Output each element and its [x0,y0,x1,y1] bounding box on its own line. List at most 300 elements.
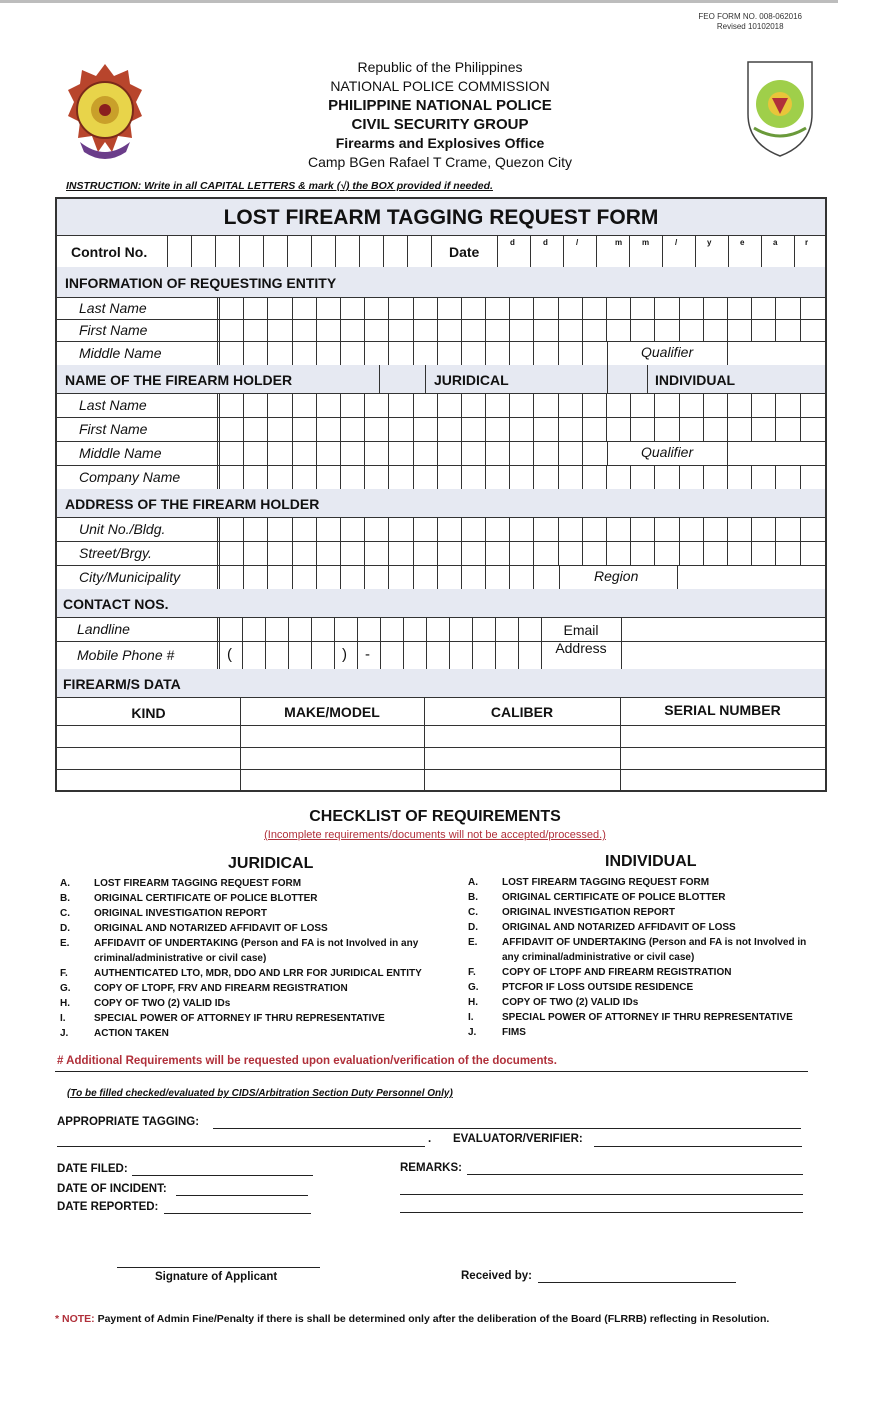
char-box[interactable] [461,341,485,365]
list-item [60,921,435,936]
char-box[interactable] [267,565,291,589]
char-box[interactable] [509,517,533,541]
char-box[interactable] [449,617,472,669]
char-box[interactable] [495,617,518,669]
char-box[interactable] [340,517,364,541]
char-box[interactable] [703,541,727,565]
remarks-label: REMARKS: [400,1162,462,1174]
char-box[interactable] [461,465,485,489]
char-box[interactable] [388,465,412,489]
char-box[interactable] [219,617,242,669]
char-box[interactable] [654,393,678,417]
requesting-entity-band [57,267,825,298]
char-box[interactable] [800,417,824,441]
char-box[interactable] [265,617,288,669]
char-box[interactable] [679,297,703,319]
char-box[interactable] [509,441,533,465]
char-box[interactable] [630,417,654,441]
char-box[interactable] [679,319,703,341]
char-box[interactable] [654,517,678,541]
char-box[interactable] [654,417,678,441]
char-box[interactable] [219,393,243,417]
char-box[interactable] [437,319,461,341]
char-box[interactable] [509,417,533,441]
char-box[interactable] [437,517,461,541]
char-box[interactable] [243,541,267,565]
char-box[interactable] [606,319,630,341]
instruction: INSTRUCTION: Write in all CAPITAL LETTERS & mark (√) the BOX provided if needed. [66,180,493,192]
char-box[interactable] [267,341,291,365]
remarks-field-line2[interactable] [400,1194,803,1195]
char-box[interactable] [437,341,461,365]
char-box[interactable] [582,441,606,465]
char-box[interactable] [558,393,582,417]
char-box[interactable] [388,297,412,319]
list-item [468,890,818,905]
char-box[interactable] [727,297,751,319]
char-box[interactable] [533,441,557,465]
char-box[interactable] [364,465,388,489]
char-box[interactable] [413,465,437,489]
req-last-name-row [57,297,825,320]
char-box[interactable] [654,297,678,319]
char-box[interactable] [775,319,799,341]
char-box[interactable] [485,297,509,319]
date-incident-field[interactable] [176,1195,308,1196]
char-box[interactable] [558,541,582,565]
char-box[interactable] [267,417,291,441]
char-box[interactable] [243,319,267,341]
char-box[interactable] [413,541,437,565]
char-box[interactable] [292,517,316,541]
email-field[interactable] [623,619,823,667]
street-boxes[interactable] [219,541,824,565]
char-box[interactable] [388,341,412,365]
unit-boxes[interactable] [219,517,824,541]
char-box[interactable] [509,319,533,341]
char-box[interactable] [727,465,751,489]
char-box[interactable] [357,617,380,669]
char-box[interactable] [316,319,340,341]
char-box[interactable] [364,565,388,589]
char-box[interactable] [334,617,357,669]
date-hint-d1: d [510,238,515,247]
char-box[interactable] [518,617,541,669]
char-box[interactable] [775,541,799,565]
char-box[interactable] [679,541,703,565]
req-first-name-row [57,319,825,342]
char-box[interactable] [219,417,243,441]
signature-label: Signature of Applicant [155,1271,278,1283]
list-item [468,1025,818,1040]
char-box[interactable] [364,393,388,417]
char-box[interactable] [243,417,267,441]
char-box[interactable] [703,319,727,341]
char-box[interactable] [630,297,654,319]
char-box[interactable] [340,297,364,319]
char-box[interactable] [533,341,557,365]
char-box[interactable] [509,341,533,365]
char-box[interactable] [582,517,606,541]
char-box[interactable] [630,465,654,489]
char-box[interactable] [533,297,557,319]
char-box[interactable] [606,465,630,489]
char-box[interactable] [437,541,461,565]
divider [677,565,678,589]
char-box[interactable] [316,393,340,417]
char-box[interactable] [413,417,437,441]
char-box[interactable] [606,297,630,319]
char-box[interactable] [582,319,606,341]
city-boxes[interactable] [219,565,558,589]
char-box[interactable] [364,541,388,565]
char-box[interactable] [485,565,509,589]
char-box[interactable] [340,341,364,365]
char-box[interactable] [243,517,267,541]
char-box[interactable] [267,517,291,541]
char-box[interactable] [267,297,291,319]
char-box[interactable] [461,393,485,417]
juridical-column-title: JURIDICAL [228,855,314,872]
char-box[interactable] [267,541,291,565]
date-hint-y: y [707,238,712,247]
req-middle-name-label: Middle Name [79,345,162,361]
char-box[interactable] [219,297,243,319]
firearm-row-1[interactable] [57,725,825,748]
char-box[interactable] [364,417,388,441]
header-line-5: Firearms and Explosives Office [335,135,545,151]
item-letter: I. [468,1012,474,1023]
holder-last-name-boxes[interactable] [219,393,824,417]
char-box[interactable] [485,341,509,365]
holder-first-name-label: First Name [79,421,148,437]
char-box[interactable] [509,565,533,589]
col-serial: SERIAL NUMBER [664,702,781,718]
char-box[interactable] [533,565,557,589]
char-box[interactable] [437,465,461,489]
char-box[interactable] [703,393,727,417]
holder-middle-name-boxes[interactable] [219,441,606,465]
char-box[interactable] [292,417,316,441]
char-box[interactable] [703,517,727,541]
date-hint-slash2: / [675,238,678,247]
char-box[interactable] [800,393,824,417]
char-box[interactable] [388,319,412,341]
char-box[interactable] [582,417,606,441]
item-text: ORIGINAL INVESTIGATION REPORT [94,908,267,919]
char-box[interactable] [413,297,437,319]
char-box[interactable] [316,465,340,489]
char-box[interactable] [703,465,727,489]
char-box[interactable] [679,465,703,489]
char-box[interactable] [267,319,291,341]
tagging-field-line2[interactable] [57,1146,425,1147]
char-box[interactable] [292,565,316,589]
char-box[interactable] [775,517,799,541]
char-box[interactable] [413,517,437,541]
char-box[interactable] [364,441,388,465]
request-form [55,197,827,792]
char-box[interactable] [437,297,461,319]
char-box[interactable] [582,297,606,319]
char-box[interactable] [800,541,824,565]
char-box[interactable] [727,541,751,565]
char-box[interactable] [800,319,824,341]
char-box[interactable] [267,465,291,489]
char-box[interactable] [751,417,775,441]
char-box[interactable] [533,541,557,565]
char-box[interactable] [800,465,824,489]
char-box[interactable] [292,541,316,565]
char-box[interactable] [413,319,437,341]
char-box[interactable] [630,319,654,341]
char-box[interactable] [364,517,388,541]
item-text: AFFIDAVIT OF UNDERTAKING (Person and FA is not Involved in any criminal/administrative or civil case) [94,938,419,964]
char-box[interactable] [340,393,364,417]
char-box[interactable] [437,393,461,417]
char-box[interactable] [558,417,582,441]
char-box[interactable] [582,393,606,417]
char-box[interactable] [413,441,437,465]
tagging-field[interactable] [213,1128,801,1129]
char-box[interactable] [751,393,775,417]
char-box[interactable] [630,517,654,541]
char-box[interactable] [316,417,340,441]
char-box[interactable] [292,465,316,489]
char-box[interactable] [243,297,267,319]
signature-field[interactable] [117,1267,320,1268]
received-by-field[interactable] [538,1282,736,1283]
city-row [57,565,825,590]
char-box[interactable] [219,341,243,365]
agency-header [210,58,670,172]
char-box[interactable] [558,465,582,489]
char-box[interactable] [509,393,533,417]
char-box[interactable] [316,541,340,565]
char-box[interactable] [364,319,388,341]
firearms-band [57,669,825,698]
char-box[interactable] [509,465,533,489]
char-box[interactable] [485,417,509,441]
char-box[interactable] [654,319,678,341]
char-box[interactable] [413,393,437,417]
company-name-label: Company Name [79,469,181,485]
char-box[interactable] [533,517,557,541]
char-box[interactable] [288,617,311,669]
char-box[interactable] [533,465,557,489]
char-box[interactable] [461,565,485,589]
street-row [57,541,825,566]
char-box[interactable] [533,417,557,441]
char-box[interactable] [679,417,703,441]
char-box[interactable] [388,517,412,541]
char-box[interactable] [437,441,461,465]
firearm-row-2[interactable] [57,747,825,770]
char-box[interactable] [292,441,316,465]
char-box[interactable] [751,517,775,541]
char-box[interactable] [485,319,509,341]
char-box[interactable] [364,297,388,319]
char-box[interactable] [340,319,364,341]
char-box[interactable] [472,617,495,669]
char-box[interactable] [364,341,388,365]
char-box[interactable] [751,541,775,565]
char-box[interactable] [727,393,751,417]
char-box[interactable] [388,441,412,465]
char-box[interactable] [485,465,509,489]
char-box[interactable] [316,565,340,589]
list-item [468,965,818,980]
char-box[interactable] [340,541,364,565]
control-no-label: Control No. [71,244,148,260]
char-box[interactable] [267,441,291,465]
char-box[interactable] [485,393,509,417]
char-box[interactable] [267,393,291,417]
char-box[interactable] [403,617,426,669]
control-no-boxes[interactable] [167,235,432,267]
char-box[interactable] [606,517,630,541]
char-box[interactable] [509,541,533,565]
char-box[interactable] [437,417,461,441]
juridical-checkbox[interactable] [425,365,426,393]
char-box[interactable] [340,441,364,465]
char-box[interactable] [606,393,630,417]
char-box[interactable] [703,417,727,441]
list-item [468,1010,818,1025]
char-box[interactable] [316,297,340,319]
char-box[interactable] [654,541,678,565]
char-box[interactable] [292,341,316,365]
char-box[interactable] [800,297,824,319]
char-box[interactable] [606,417,630,441]
date-filed-field[interactable] [132,1175,313,1176]
char-box[interactable] [751,297,775,319]
char-box[interactable] [533,393,557,417]
char-box[interactable] [219,319,243,341]
char-box[interactable] [219,465,243,489]
char-box[interactable] [426,617,449,669]
char-box[interactable] [243,565,267,589]
char-box[interactable] [582,541,606,565]
char-box[interactable] [388,417,412,441]
char-box[interactable] [219,517,243,541]
char-box[interactable] [219,565,243,589]
char-box[interactable] [292,393,316,417]
date-incident-label: DATE OF INCIDENT: [57,1183,167,1195]
char-box[interactable] [461,297,485,319]
remarks-field[interactable] [467,1174,803,1175]
char-box[interactable] [485,517,509,541]
char-box[interactable] [582,341,606,365]
req-middle-name-boxes[interactable] [219,341,606,365]
item-letter: G. [468,982,479,993]
char-box[interactable] [316,341,340,365]
char-box[interactable] [437,565,461,589]
char-box[interactable] [775,417,799,441]
char-box[interactable] [679,393,703,417]
phone-boxes[interactable] [219,617,541,669]
char-box[interactable] [461,517,485,541]
item-text: AFFIDAVIT OF UNDERTAKING (Person and FA is not Involved in any criminal/administrative or civil case) [502,937,807,963]
char-box[interactable] [727,319,751,341]
char-box[interactable] [751,465,775,489]
char-box[interactable] [292,319,316,341]
holder-first-name-boxes[interactable] [219,417,824,441]
char-box[interactable] [630,393,654,417]
char-box[interactable] [727,517,751,541]
char-box[interactable] [243,393,267,417]
char-box[interactable] [751,319,775,341]
char-box[interactable] [582,465,606,489]
char-box[interactable] [727,417,751,441]
char-box[interactable] [558,297,582,319]
char-box[interactable] [606,541,630,565]
req-last-name-boxes[interactable] [219,297,824,319]
char-box[interactable] [775,393,799,417]
char-box[interactable] [654,465,678,489]
char-box[interactable] [413,341,437,365]
char-box[interactable] [461,541,485,565]
char-box[interactable] [340,465,364,489]
item-letter: A. [60,878,70,889]
char-box[interactable] [703,297,727,319]
individual-checkbox[interactable] [607,365,608,393]
remarks-field-line3[interactable] [400,1212,803,1213]
char-box[interactable] [413,565,437,589]
char-box[interactable] [219,441,243,465]
char-box[interactable] [340,565,364,589]
char-box[interactable] [800,517,824,541]
char-box[interactable] [558,319,582,341]
char-box[interactable] [630,541,654,565]
company-name-boxes[interactable] [219,465,824,489]
char-box[interactable] [679,517,703,541]
char-box[interactable] [558,441,582,465]
char-box[interactable] [388,565,412,589]
char-box[interactable] [380,617,403,669]
char-box[interactable] [775,465,799,489]
date-reported-field[interactable] [164,1213,311,1214]
char-box[interactable] [243,465,267,489]
char-box[interactable] [219,541,243,565]
char-box[interactable] [509,297,533,319]
char-box[interactable] [558,517,582,541]
char-box[interactable] [311,617,334,669]
char-box[interactable] [388,393,412,417]
char-box[interactable] [243,341,267,365]
control-date-row [57,235,825,268]
char-box[interactable] [292,297,316,319]
char-box[interactable] [775,297,799,319]
evaluator-field[interactable] [594,1146,802,1147]
char-box[interactable] [340,417,364,441]
holder-last-name-row [57,393,825,418]
char-box[interactable] [485,441,509,465]
char-box[interactable] [558,341,582,365]
req-first-name-boxes[interactable] [219,319,824,341]
char-box[interactable] [388,541,412,565]
char-box[interactable] [242,617,265,669]
char-box[interactable] [533,319,557,341]
char-box[interactable] [485,541,509,565]
holder-first-name-row [57,417,825,442]
char-box[interactable] [243,441,267,465]
char-box[interactable] [461,441,485,465]
char-box[interactable] [316,517,340,541]
char-box[interactable] [461,417,485,441]
char-box[interactable] [461,319,485,341]
char-box[interactable] [316,441,340,465]
